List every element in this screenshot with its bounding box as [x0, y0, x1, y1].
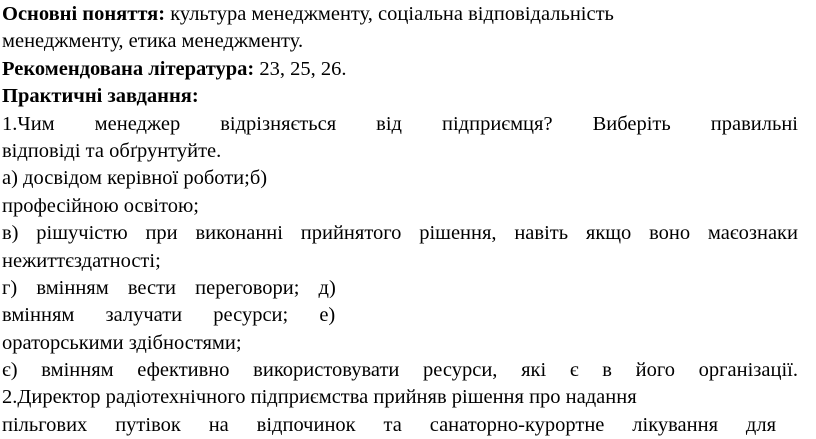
task1-option-v-cont: нежиттєздатності; [2, 249, 161, 272]
task1-option-g: г) вмінням вести переговори; д) [2, 276, 336, 299]
basic-concepts-line-2: менеджменту, етика менеджменту. [2, 30, 304, 53]
task1-option-b-cont: професійною освітою; [2, 194, 199, 217]
task2-line-2: пільгових путівок на відпочинок та санаторно-курортне лікування для [2, 413, 776, 436]
literature-line [2, 56, 798, 83]
task1-line-1: 1.Чим менеджер відрізняється від підприємця? Виберіть правильні [2, 112, 798, 135]
basic-concepts-text: культура менеджменту, соціальна відповідальність [165, 3, 614, 25]
practical-heading: Практичні завдання: [2, 85, 199, 108]
basic-concepts-line-1 [2, 1, 798, 28]
task1-option-e-cont: ораторськими здібностями; [2, 331, 242, 354]
task1-option-v: в) рішучістю при виконанні прийнятого рішення, навіть якщо воно маєознаки [2, 222, 798, 245]
basic-concepts-label: Основні поняття: [2, 3, 166, 25]
task1-option-d-cont: вмінням залучати ресурси; е) [2, 304, 336, 327]
task1-option-ye: є) вмінням ефективно використовувати ресурси, які є в його організації. [2, 359, 798, 382]
task1-option-a: а) досвідом керівної роботи;б) [2, 167, 268, 190]
literature-text: 23, 25, 26. [254, 57, 347, 80]
task2-line-1: 2.Директор радіотехнічного підприємства прийняв рішення про надання [2, 386, 637, 409]
literature-label: Рекомендована література: [2, 57, 255, 80]
task1-line-2: відповіді та обґрунтуйте. [2, 139, 222, 162]
document-page [2, 0, 798, 439]
